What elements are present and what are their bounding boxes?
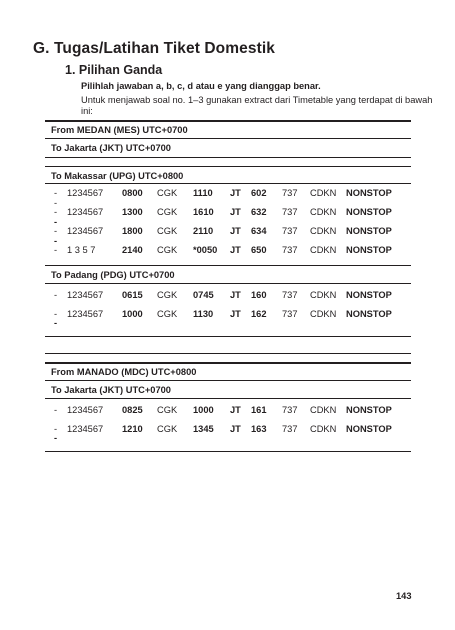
flight-number: 602 xyxy=(251,188,267,198)
departure-time: 1300 xyxy=(122,207,143,217)
flight-number: 632 xyxy=(251,207,267,217)
note-line: ini: xyxy=(81,106,93,116)
row-dash: - xyxy=(54,424,58,434)
stops: NONSTOP xyxy=(346,424,392,434)
aircraft-type: 737 xyxy=(282,424,298,434)
stops: NONSTOP xyxy=(346,245,392,255)
continuation-dash: - xyxy=(54,236,58,246)
stops: NONSTOP xyxy=(346,290,392,300)
flight-number: 161 xyxy=(251,405,267,415)
instruction-text: Pilihlah jawaban a, b, c, d atau e yang dianggap benar. xyxy=(81,81,321,91)
flight-number: 634 xyxy=(251,226,267,236)
days-of-operation: 1234567 xyxy=(67,207,104,217)
arrival-time: 1345 xyxy=(193,424,214,434)
continuation-dash: - xyxy=(54,198,58,208)
destination-header: To Padang (PDG) UTC+0700 xyxy=(51,270,175,280)
note-paragraph xyxy=(81,95,433,117)
arrival-time: 1000 xyxy=(193,405,214,415)
days-of-operation: 1234567 xyxy=(67,290,104,300)
days-of-operation: 1 3 5 7 xyxy=(67,245,96,255)
continuation-dash: - xyxy=(54,217,58,227)
aircraft-type: 737 xyxy=(282,207,298,217)
stops: NONSTOP xyxy=(346,405,392,415)
departure-time: 0825 xyxy=(122,405,143,415)
departure-time: 0800 xyxy=(122,188,143,198)
departure-time: 1000 xyxy=(122,309,143,319)
arrival-time: 1110 xyxy=(193,188,213,198)
table-rule xyxy=(45,336,411,337)
days-of-operation: 1234567 xyxy=(67,309,104,319)
row-dash: - xyxy=(54,226,58,236)
airline-code: JT xyxy=(230,188,241,198)
table-rule xyxy=(45,353,411,354)
row-dash: - xyxy=(54,309,58,319)
note-line: Untuk menjawab soal no. 1–3 gunakan extract dari Timetable yang terdapat di bawah xyxy=(81,95,433,105)
flight-number: 163 xyxy=(251,424,267,434)
via-airport: CGK xyxy=(157,424,178,434)
via-airport: CGK xyxy=(157,405,178,415)
via-airport: CGK xyxy=(157,290,178,300)
stops: NONSTOP xyxy=(346,309,392,319)
flight-row xyxy=(0,207,455,220)
days-of-operation: 1234567 xyxy=(67,405,104,415)
booking-classes: CDKN xyxy=(310,226,337,236)
table-rule xyxy=(45,451,411,452)
table-rule xyxy=(45,157,411,158)
continuation-dash: - xyxy=(54,433,58,443)
section-heading: G. Tugas/Latihan Tiket Domestik xyxy=(33,40,275,57)
via-airport: CGK xyxy=(157,309,178,319)
aircraft-type: 737 xyxy=(282,405,298,415)
airline-code: JT xyxy=(230,405,241,415)
destination-header: To Makassar (UPG) UTC+0800 xyxy=(51,171,184,181)
stops: NONSTOP xyxy=(346,226,392,236)
destination-header: To Jakarta (JKT) UTC+0700 xyxy=(51,143,171,153)
flight-number: 160 xyxy=(251,290,267,300)
table-rule xyxy=(45,166,411,167)
arrival-time: *0050 xyxy=(193,245,218,255)
page-number: 143 xyxy=(396,591,412,601)
booking-classes: CDKN xyxy=(310,245,337,255)
departure-time: 2140 xyxy=(122,245,143,255)
arrival-time: 1610 xyxy=(193,207,214,217)
continuation-dash: - xyxy=(54,318,58,328)
days-of-operation: 1234567 xyxy=(67,226,104,236)
table-rule xyxy=(45,398,411,399)
flight-row xyxy=(0,245,455,258)
via-airport: CGK xyxy=(157,207,178,217)
arrival-time: 2110 xyxy=(193,226,214,236)
row-dash: - xyxy=(54,405,58,415)
flight-number: 650 xyxy=(251,245,267,255)
booking-classes: CDKN xyxy=(310,207,337,217)
subsection-heading: 1. Pilihan Ganda xyxy=(65,63,163,77)
via-airport: CGK xyxy=(157,188,178,198)
table-rule xyxy=(45,283,411,284)
origin-header: From MANADO (MDC) UTC+0800 xyxy=(51,367,197,377)
airline-code: JT xyxy=(230,226,241,236)
aircraft-type: 737 xyxy=(282,226,298,236)
row-dash: - xyxy=(54,290,58,300)
table-rule xyxy=(45,362,411,364)
flight-row xyxy=(0,405,455,418)
table-rule xyxy=(45,380,411,381)
airline-code: JT xyxy=(230,290,241,300)
via-airport: CGK xyxy=(157,245,178,255)
flight-row xyxy=(0,309,455,322)
table-rule xyxy=(45,138,411,139)
days-of-operation: 1234567 xyxy=(67,188,104,198)
airline-code: JT xyxy=(230,424,241,434)
stops: NONSTOP xyxy=(346,188,392,198)
table-rule xyxy=(45,183,411,184)
table-rule xyxy=(45,120,411,122)
days-of-operation: 1234567 xyxy=(67,424,104,434)
airline-code: JT xyxy=(230,309,241,319)
flight-row xyxy=(0,188,455,201)
arrival-time: 0745 xyxy=(193,290,214,300)
arrival-time: 1130 xyxy=(193,309,214,319)
aircraft-type: 737 xyxy=(282,188,298,198)
aircraft-type: 737 xyxy=(282,290,298,300)
booking-classes: CDKN xyxy=(310,309,337,319)
booking-classes: CDKN xyxy=(310,290,337,300)
airline-code: JT xyxy=(230,207,241,217)
booking-classes: CDKN xyxy=(310,424,337,434)
departure-time: 1210 xyxy=(122,424,143,434)
booking-classes: CDKN xyxy=(310,405,337,415)
origin-header: From MEDAN (MES) UTC+0700 xyxy=(51,125,188,135)
aircraft-type: 737 xyxy=(282,309,298,319)
destination-header: To Jakarta (JKT) UTC+0700 xyxy=(51,385,171,395)
table-rule xyxy=(45,265,411,266)
booking-classes: CDKN xyxy=(310,188,337,198)
flight-number: 162 xyxy=(251,309,267,319)
departure-time: 1800 xyxy=(122,226,143,236)
flight-row xyxy=(0,226,455,239)
row-dash: - xyxy=(54,245,58,255)
aircraft-type: 737 xyxy=(282,245,298,255)
row-dash: - xyxy=(54,188,58,198)
via-airport: CGK xyxy=(157,226,178,236)
flight-row xyxy=(0,424,455,437)
departure-time: 0615 xyxy=(122,290,143,300)
row-dash: - xyxy=(54,207,58,217)
airline-code: JT xyxy=(230,245,241,255)
stops: NONSTOP xyxy=(346,207,392,217)
flight-row xyxy=(0,290,455,303)
